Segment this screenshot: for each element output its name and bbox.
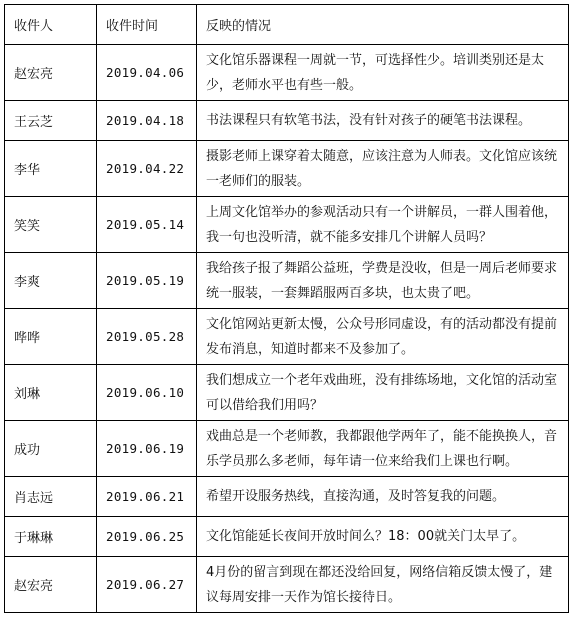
receiver-cell: 王云芝 <box>5 101 97 141</box>
receiver-cell: 笑笑 <box>5 197 97 253</box>
table-row <box>5 365 569 421</box>
table-row <box>5 141 569 197</box>
receiver-cell: 李爽 <box>5 253 97 309</box>
content-cell: 文化馆网站更新太慢，公众号形同虚设，有的活动都没有提前发布消息，知道时都来不及参加了。 <box>197 309 569 365</box>
header-receiver: 收件人 <box>5 5 97 45</box>
header-received-time: 收件时间 <box>97 5 197 45</box>
table-header-row <box>5 5 569 45</box>
date-cell: 2019.04.06 <box>97 45 197 101</box>
receiver-cell: 赵宏亮 <box>5 45 97 101</box>
content-cell: 戏曲总是一个老师教，我都跟他学两年了，能不能换换人，音乐学员那么多老师，每年请一位来给我们上课也行啊。 <box>197 421 569 477</box>
receiver-cell: 刘琳 <box>5 365 97 421</box>
table-row <box>5 309 569 365</box>
table-row <box>5 45 569 101</box>
receiver-cell: 李华 <box>5 141 97 197</box>
receiver-cell: 哗哗 <box>5 309 97 365</box>
date-cell: 2019.06.27 <box>97 557 197 613</box>
receiver-cell: 赵宏亮 <box>5 557 97 613</box>
table-row <box>5 253 569 309</box>
table-row <box>5 421 569 477</box>
header-situation: 反映的情况 <box>197 5 569 45</box>
receiver-cell: 于琳琳 <box>5 517 97 557</box>
content-cell: 我们想成立一个老年戏曲班，没有排练场地，文化馆的活动室可以借给我们用吗？ <box>197 365 569 421</box>
table-row <box>5 517 569 557</box>
content-cell: 摄影老师上课穿着太随意，应该注意为人师表。文化馆应该统一老师们的服装。 <box>197 141 569 197</box>
table-row <box>5 477 569 517</box>
date-cell: 2019.04.18 <box>97 101 197 141</box>
date-cell: 2019.06.10 <box>97 365 197 421</box>
receiver-cell: 肖志远 <box>5 477 97 517</box>
receiver-cell: 成功 <box>5 421 97 477</box>
date-cell: 2019.06.19 <box>97 421 197 477</box>
table-row <box>5 557 569 613</box>
date-cell: 2019.04.22 <box>97 141 197 197</box>
date-cell: 2019.05.14 <box>97 197 197 253</box>
feedback-table <box>4 4 569 613</box>
date-cell: 2019.05.28 <box>97 309 197 365</box>
date-cell: 2019.06.21 <box>97 477 197 517</box>
date-cell: 2019.05.19 <box>97 253 197 309</box>
table-row <box>5 101 569 141</box>
date-cell: 2019.06.25 <box>97 517 197 557</box>
content-cell: 我给孩子报了舞蹈公益班，学费是没收，但是一周后老师要求统一服装，一套舞蹈服两百多块，也太贵了吧。 <box>197 253 569 309</box>
content-cell: 文化馆乐器课程一周就一节，可选择性少。培训类别还是太少，老师水平也有些一般。 <box>197 45 569 101</box>
content-cell: 书法课程只有软笔书法，没有针对孩子的硬笔书法课程。 <box>197 101 569 141</box>
content-cell: 文化馆能延长夜间开放时间么？18：00就关门太早了。 <box>197 517 569 557</box>
content-cell: 4月份的留言到现在都还没给回复，网络信箱反馈太慢了，建议每周安排一天作为馆长接待日。 <box>197 557 569 613</box>
content-cell: 希望开设服务热线，直接沟通，及时答复我的问题。 <box>197 477 569 517</box>
content-cell: 上周文化馆举办的参观活动只有一个讲解员，一群人围着他，我一句也没听清，就不能多安排几个讲解人员吗？ <box>197 197 569 253</box>
table-row <box>5 197 569 253</box>
